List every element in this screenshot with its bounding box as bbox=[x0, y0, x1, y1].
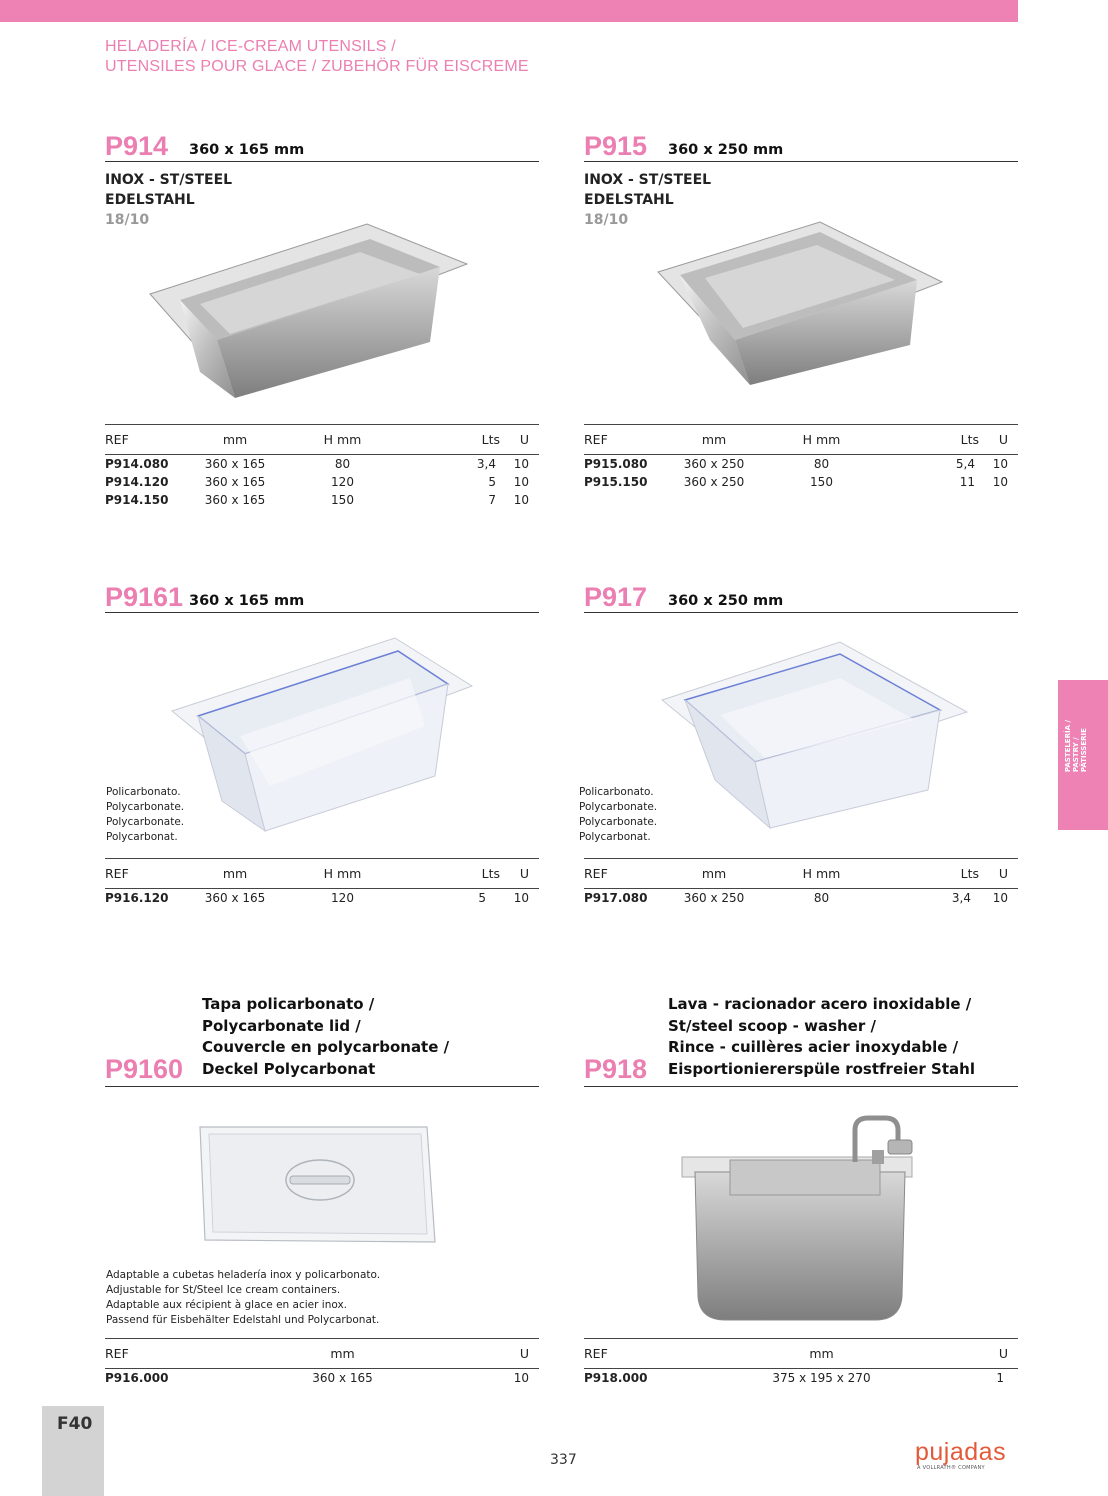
col-hmm: H mm bbox=[285, 425, 400, 455]
col-mm: mm bbox=[185, 859, 285, 889]
product-image-p9160 bbox=[195, 1122, 440, 1247]
top-color-band bbox=[0, 0, 1018, 22]
col-mm: mm bbox=[185, 425, 285, 455]
note-line: Polycarbonate. bbox=[579, 816, 658, 828]
table-header-row bbox=[584, 425, 1018, 455]
col-ref: REF bbox=[584, 425, 664, 455]
product-p9160 bbox=[105, 993, 539, 1087]
cell-ref: P915.080 bbox=[584, 456, 648, 471]
col-lts: Lts bbox=[879, 425, 979, 455]
material-grade: 18/10 bbox=[105, 212, 150, 228]
product-p914 bbox=[105, 131, 539, 230]
note-line: Policarbonato. bbox=[579, 786, 654, 798]
product-code: P917 bbox=[584, 582, 648, 612]
product-code: P9161 bbox=[105, 582, 184, 612]
cell-mm: 360 x 165 bbox=[204, 474, 266, 489]
col-mm: mm bbox=[664, 425, 764, 455]
cell-ref: P916.120 bbox=[105, 890, 169, 905]
col-hmm: H mm bbox=[285, 859, 400, 889]
section-code-box bbox=[42, 1406, 104, 1496]
note-line: Polycarbonat. bbox=[106, 831, 178, 843]
cell-lts: 5,4 bbox=[955, 456, 975, 471]
note-line: Adaptable a cubetas heladería inox y policarbonato. bbox=[106, 1269, 381, 1281]
cell-ref: P917.080 bbox=[584, 890, 648, 905]
note-line: Adaptable aux récipient à glace en acier inox. bbox=[106, 1299, 347, 1311]
table-row bbox=[105, 455, 539, 473]
cell-mm: 360 x 165 bbox=[204, 890, 266, 905]
cell-lts: 3,4 bbox=[476, 456, 496, 471]
note-line: Polycarbonate. bbox=[106, 816, 185, 828]
side-tab-label: PASTELERÍA / PASTRY / PÂTISSERIE bbox=[1064, 720, 1088, 773]
cell-mm: 360 x 250 bbox=[683, 474, 745, 489]
product-p915 bbox=[584, 131, 1018, 230]
product-image-p9161 bbox=[170, 636, 475, 836]
table-row bbox=[584, 473, 1018, 491]
table-row bbox=[105, 491, 539, 509]
product-header bbox=[584, 131, 1018, 162]
spec-table-p914 bbox=[105, 424, 539, 509]
cell-mm: 360 x 165 bbox=[204, 456, 266, 471]
cell-hmm: 80 bbox=[813, 890, 830, 905]
section-title-line2: UTENSILES POUR GLACE / ZUBEHÖR FÜR EISCREME bbox=[105, 58, 529, 75]
cell-mm: 360 x 250 bbox=[683, 890, 745, 905]
product-p9161 bbox=[105, 582, 539, 613]
note-line: Polycarbonat. bbox=[579, 831, 651, 843]
col-mm: mm bbox=[664, 859, 764, 889]
material-note-p9161 bbox=[106, 785, 184, 845]
cell-ref: P918.000 bbox=[584, 1370, 648, 1385]
product-header bbox=[584, 582, 1018, 613]
desc-line: Rince - cuillères acier inoxydable / bbox=[668, 1038, 959, 1056]
cell-ref: P915.150 bbox=[584, 474, 648, 489]
table-header-row bbox=[105, 425, 539, 455]
product-p918 bbox=[584, 993, 1018, 1087]
col-u: U bbox=[979, 859, 1018, 889]
product-dimensions: 360 x 250 mm bbox=[668, 142, 784, 158]
col-u: U bbox=[500, 859, 539, 889]
material-line: INOX - ST/STEEL bbox=[105, 172, 233, 188]
spec-table-p917 bbox=[584, 858, 1018, 907]
fit-note-p9160 bbox=[106, 1268, 380, 1328]
col-ref: REF bbox=[105, 859, 185, 889]
cell-ref: P916.000 bbox=[105, 1370, 169, 1385]
spec-table-p9161 bbox=[105, 858, 539, 907]
brand-name: pujadas bbox=[915, 1438, 1007, 1466]
cell-lts: 11 bbox=[959, 474, 975, 489]
spec-table-p918 bbox=[584, 1338, 1018, 1387]
section-title bbox=[105, 37, 529, 77]
product-dimensions: 360 x 165 mm bbox=[189, 593, 305, 609]
cell-hmm: 120 bbox=[331, 474, 354, 489]
desc-line: Deckel Polycarbonat bbox=[202, 1059, 376, 1078]
brand-logo bbox=[915, 1438, 1006, 1471]
cell-ref: P914.150 bbox=[105, 492, 169, 507]
cell-u: 10 bbox=[513, 1370, 529, 1385]
note-line: Polycarbonate. bbox=[106, 801, 185, 813]
product-image-p915 bbox=[655, 220, 945, 390]
cell-lts: 5 bbox=[488, 474, 496, 489]
col-u: U bbox=[979, 425, 1018, 455]
product-image-p918 bbox=[680, 1112, 925, 1327]
product-image-p914 bbox=[145, 222, 475, 402]
cell-hmm: 80 bbox=[813, 456, 830, 471]
desc-line: Couvercle en polycarbonate / bbox=[202, 1038, 450, 1056]
material-grade: 18/10 bbox=[584, 212, 629, 228]
col-u: U bbox=[430, 1339, 539, 1369]
desc-line: Tapa policarbonato / bbox=[202, 995, 375, 1013]
product-description bbox=[668, 994, 975, 1080]
table-row bbox=[584, 455, 1018, 473]
desc-line: Polycarbonate lid / bbox=[202, 1016, 361, 1035]
desc-line: Lava - racionador acero inoxidable / bbox=[668, 995, 972, 1013]
product-header bbox=[105, 582, 539, 613]
note-line: Policarbonato. bbox=[106, 786, 181, 798]
col-u: U bbox=[500, 425, 539, 455]
table-header-row bbox=[105, 859, 539, 889]
product-code: P914 bbox=[105, 131, 169, 161]
product-code: P9160 bbox=[105, 1054, 184, 1084]
col-ref: REF bbox=[105, 1339, 255, 1369]
cell-hmm: 150 bbox=[331, 492, 354, 507]
col-mm: mm bbox=[734, 1339, 909, 1369]
desc-line: St/steel scoop - washer / bbox=[668, 1016, 876, 1035]
cell-hmm: 80 bbox=[334, 456, 351, 471]
col-hmm: H mm bbox=[764, 425, 879, 455]
cell-u: 10 bbox=[992, 890, 1008, 905]
desc-line: Eisportioniererspüle rostfreier Stahl bbox=[668, 1059, 975, 1078]
page-number: 337 bbox=[550, 1452, 577, 1468]
product-dimensions: 360 x 250 mm bbox=[668, 593, 784, 609]
cell-hmm: 150 bbox=[810, 474, 833, 489]
product-code: P915 bbox=[584, 131, 648, 161]
cell-u: 10 bbox=[513, 890, 529, 905]
section-side-tab[interactable] bbox=[1058, 680, 1108, 830]
col-lts: Lts bbox=[879, 859, 979, 889]
material-block bbox=[105, 170, 539, 230]
product-image-p917 bbox=[660, 640, 970, 830]
product-dimensions: 360 x 165 mm bbox=[189, 142, 305, 158]
material-line: INOX - ST/STEEL bbox=[584, 172, 712, 188]
cell-lts: 7 bbox=[488, 492, 496, 507]
product-p917 bbox=[584, 582, 1018, 613]
cell-mm: 360 x 165 bbox=[312, 1370, 373, 1385]
col-hmm: H mm bbox=[764, 859, 879, 889]
section-code: F40 bbox=[57, 1414, 93, 1434]
table-row bbox=[584, 1369, 1018, 1387]
material-line: EDELSTAHL bbox=[584, 192, 674, 208]
note-line: Polycarbonate. bbox=[579, 801, 658, 813]
material-line: EDELSTAHL bbox=[105, 192, 195, 208]
table-header-row bbox=[584, 859, 1018, 889]
col-ref: REF bbox=[584, 1339, 734, 1369]
table-row bbox=[105, 889, 539, 907]
brand-tagline: A VOLLRATH® COMPANY bbox=[917, 1465, 985, 1471]
section-title-line1: HELADERÍA / ICE-CREAM UTENSILS / bbox=[105, 38, 396, 55]
cell-u: 10 bbox=[513, 492, 529, 507]
spec-table-p915 bbox=[584, 424, 1018, 491]
table-row bbox=[584, 889, 1018, 907]
cell-u: 10 bbox=[513, 456, 529, 471]
cell-u: 1 bbox=[996, 1370, 1004, 1385]
cell-mm: 375 x 195 x 270 bbox=[772, 1370, 871, 1385]
spec-table-p9160 bbox=[105, 1338, 539, 1387]
col-mm: mm bbox=[255, 1339, 430, 1369]
table-header-row bbox=[584, 1339, 1018, 1369]
col-ref: REF bbox=[105, 425, 185, 455]
cell-u: 10 bbox=[992, 474, 1008, 489]
material-note-p917 bbox=[579, 785, 657, 845]
table-row bbox=[105, 1369, 539, 1387]
cell-lts: 5 bbox=[478, 890, 486, 905]
note-line: Passend für Eisbehälter Edelstahl und Polycarbonat. bbox=[106, 1314, 380, 1326]
cell-mm: 360 x 165 bbox=[204, 492, 266, 507]
cell-mm: 360 x 250 bbox=[683, 456, 745, 471]
col-lts: Lts bbox=[400, 859, 500, 889]
note-line: Adjustable for St/Steel Ice cream containers. bbox=[106, 1284, 341, 1296]
product-description bbox=[202, 994, 449, 1080]
table-header-row bbox=[105, 1339, 539, 1369]
cell-ref: P914.080 bbox=[105, 456, 169, 471]
col-ref: REF bbox=[584, 859, 664, 889]
product-header bbox=[105, 131, 539, 162]
col-u: U bbox=[909, 1339, 1018, 1369]
cell-u: 10 bbox=[992, 456, 1008, 471]
cell-hmm: 120 bbox=[331, 890, 354, 905]
cell-lts: 3,4 bbox=[951, 890, 971, 905]
col-lts: Lts bbox=[400, 425, 500, 455]
cell-u: 10 bbox=[513, 474, 529, 489]
cell-ref: P914.120 bbox=[105, 474, 169, 489]
product-code: P918 bbox=[584, 1054, 648, 1084]
table-row bbox=[105, 473, 539, 491]
